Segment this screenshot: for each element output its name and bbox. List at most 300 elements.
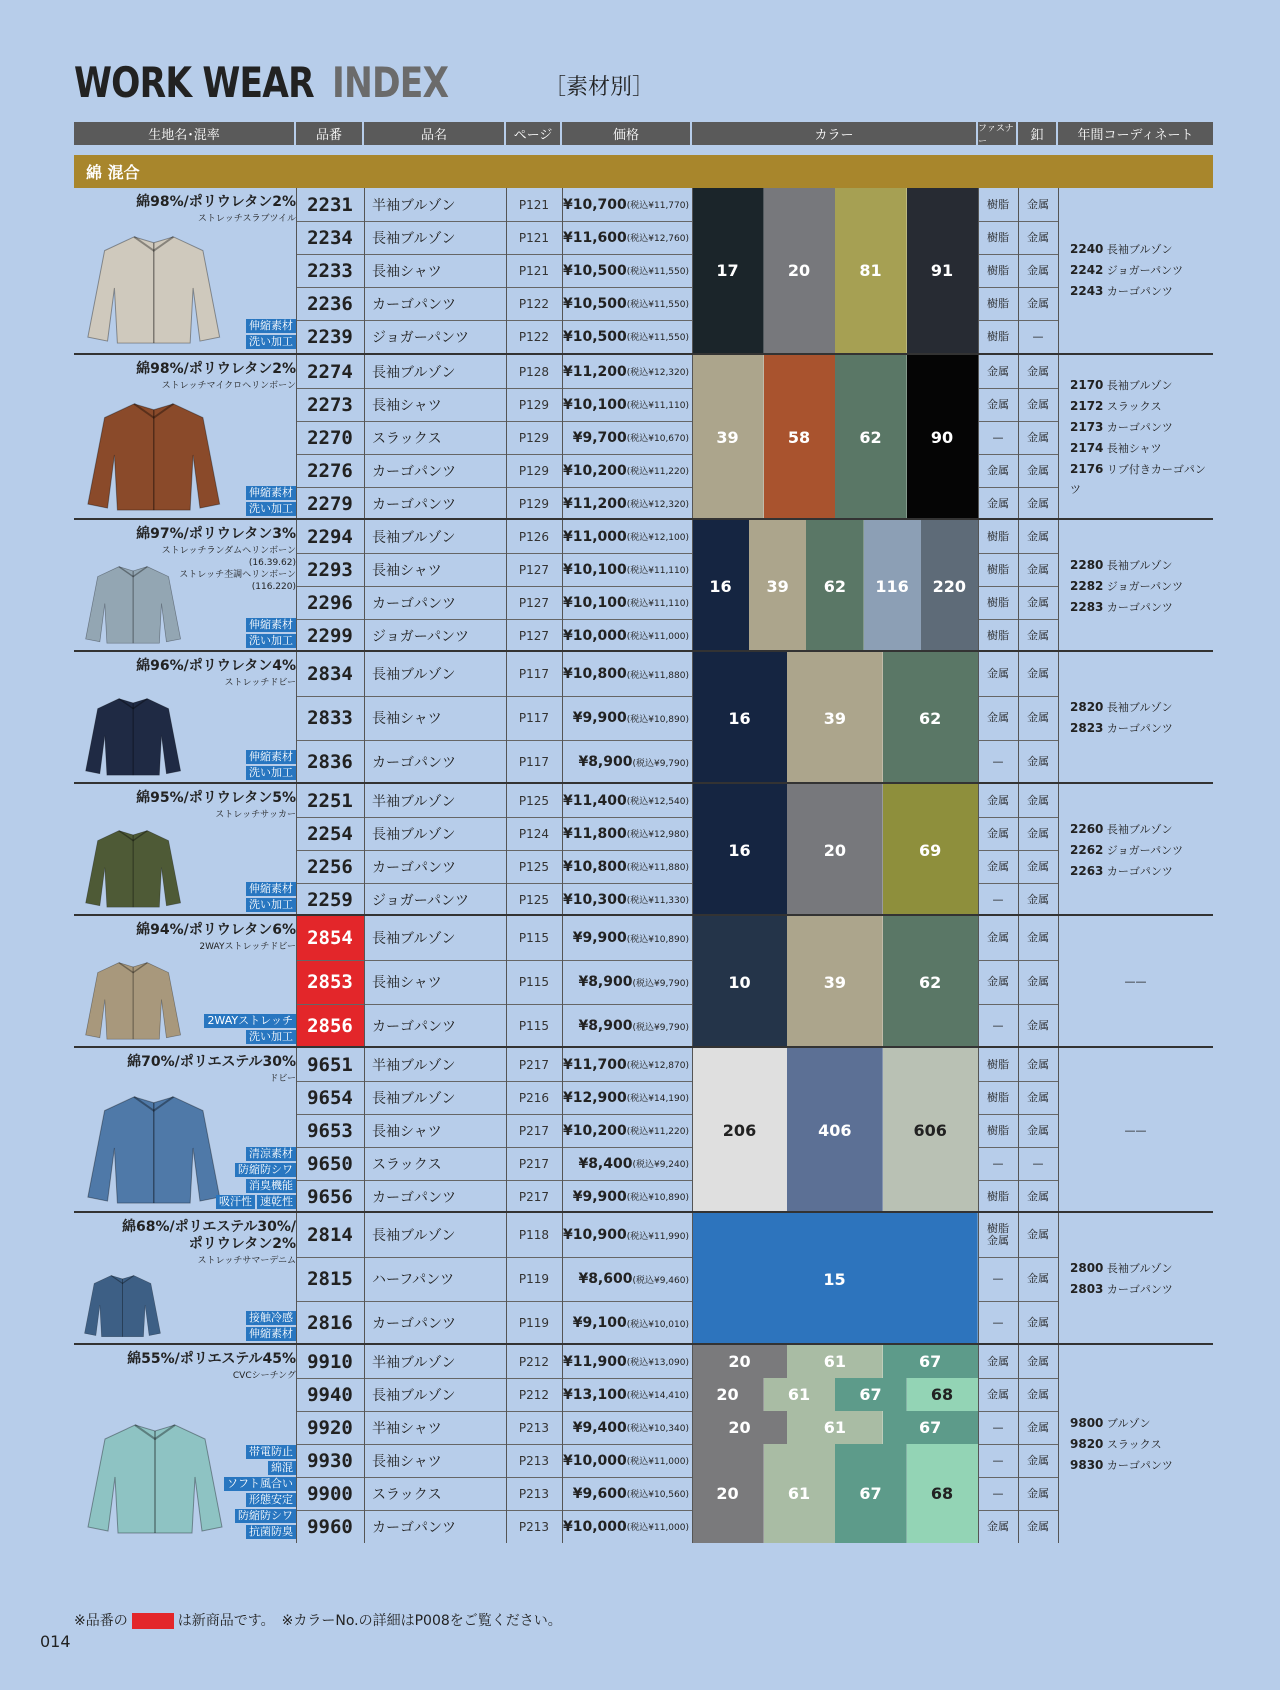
fastener: 樹脂 <box>987 329 1009 343</box>
product-name: 半袖ブルゾン <box>372 1057 456 1074</box>
fabric-name: CVCシーチング <box>232 1371 296 1381</box>
column-divider <box>296 520 297 652</box>
product-number: 2233 <box>307 259 353 282</box>
column-divider <box>978 1048 979 1213</box>
price <box>562 487 692 520</box>
coordinate-name: 長袖ブルゾン <box>1103 822 1173 836</box>
product-number: 2279 <box>307 492 353 515</box>
price-tax: (税込¥11,000) <box>626 1457 689 1467</box>
price-value: ¥9,100 <box>572 1315 627 1331</box>
price-tax: (税込¥11,880) <box>626 863 689 873</box>
coordinate-name: 長袖ブルゾン <box>1103 243 1173 256</box>
coordinate-item <box>1070 438 1213 459</box>
price-value: ¥12,900 <box>562 1089 627 1106</box>
product-number: 2816 <box>307 1312 353 1334</box>
button-type: 金属 <box>1027 529 1049 543</box>
footnote <box>74 1610 562 1630</box>
product-number: 2274 <box>307 360 353 383</box>
color-swatch: 61 <box>764 1444 836 1543</box>
price <box>562 850 692 883</box>
price <box>562 1411 692 1444</box>
color-swatch: 16 <box>692 784 788 916</box>
price-value: ¥11,800 <box>562 825 627 842</box>
color-swatch: 39 <box>787 652 883 784</box>
row-divider <box>296 1180 692 1181</box>
jacket-photo <box>80 1089 230 1207</box>
button-type: — <box>1032 329 1044 343</box>
button-type: 金属 <box>1027 197 1049 211</box>
row-divider <box>296 221 692 222</box>
column-divider <box>692 652 693 784</box>
price-tax: (税込¥12,980) <box>626 830 689 840</box>
column-divider <box>1018 355 1019 520</box>
price-tax: (税込¥11,550) <box>626 267 689 277</box>
column-divider <box>978 652 979 784</box>
product-name: 半袖ブルゾン <box>372 197 456 214</box>
price <box>562 1257 692 1301</box>
feature-tag: 2WAYストレッチ <box>204 1014 296 1028</box>
product-number: 9940 <box>307 1383 353 1406</box>
button-type: 金属 <box>1027 667 1049 680</box>
button-type: 金属 <box>1027 430 1049 444</box>
feature-tag: 洗い加工 <box>246 502 296 516</box>
coordinate-no: 2283 <box>1070 599 1104 614</box>
coordinate-no: 9800 <box>1070 1415 1104 1430</box>
fastener: 金属 <box>987 975 1009 988</box>
feature-tags <box>224 1445 296 1539</box>
feature-tag: 防縮防シワ <box>235 1163 296 1177</box>
button-type: 金属 <box>1027 1090 1049 1104</box>
price <box>562 1180 692 1213</box>
feature-tags <box>216 1147 296 1209</box>
button-type: 金属 <box>1027 755 1049 768</box>
header-8: 年間コーディネート <box>1077 128 1194 143</box>
color-swatch: 58 <box>764 355 836 520</box>
product-name: 長袖ブルゾン <box>372 1228 456 1244</box>
coordinate-no: 2800 <box>1070 1261 1104 1275</box>
feature-tag: 抗菌防臭 <box>246 1525 296 1539</box>
catalog-page: P216 <box>518 1090 550 1105</box>
material-name: 綿94%/ポリウレタン6% <box>136 922 296 938</box>
fabric-name: ドビー <box>269 1074 296 1084</box>
column-divider <box>1058 355 1059 520</box>
fastener: — <box>992 1156 1004 1170</box>
coordinate-item <box>1070 459 1213 500</box>
row-divider <box>296 388 692 389</box>
coordinate <box>1058 652 1213 784</box>
header-1: 品番 <box>296 122 364 145</box>
catalog-page: P212 <box>518 1354 550 1369</box>
price-value: ¥10,900 <box>562 1227 627 1243</box>
catalog-page: P121 <box>518 263 550 278</box>
product-number: 2834 <box>307 663 353 685</box>
feature-tags <box>246 750 296 780</box>
coordinate-no: 2174 <box>1070 441 1104 455</box>
price-value: ¥8,900 <box>578 974 633 990</box>
button-type: 金属 <box>1027 263 1049 277</box>
price-value: ¥9,900 <box>572 930 627 946</box>
column-divider <box>1058 1213 1059 1345</box>
color-swatch: 20 <box>692 1378 764 1411</box>
coordinate-item <box>1070 1258 1173 1279</box>
fastener: 金属 <box>987 1387 1009 1401</box>
material-group <box>74 1046 1213 1211</box>
fastener: — <box>992 892 1004 906</box>
fastener: 金属 <box>987 711 1009 724</box>
catalog-page: P217 <box>518 1189 550 1204</box>
fabric-name: 2WAYストレッチドビー <box>199 942 296 952</box>
index-table <box>74 188 1213 1541</box>
catalog-page: P129 <box>518 430 550 445</box>
catalog-page: P118 <box>518 1228 550 1242</box>
row-divider <box>296 1301 692 1302</box>
fastener: 金属 <box>987 793 1009 807</box>
feature-tag: 防縮防シワ <box>235 1509 296 1523</box>
color-swatch: 20 <box>787 784 883 916</box>
column-divider <box>506 520 507 652</box>
feature-tag: 洗い加工 <box>246 898 296 912</box>
row-divider <box>296 740 692 741</box>
price-value: ¥10,200 <box>562 1122 627 1139</box>
feature-tag: 伸縮素材 <box>246 1327 296 1341</box>
fastener: — <box>992 1420 1004 1434</box>
feature-tag: 洗い加工 <box>246 766 296 780</box>
fastener: 金属 <box>987 496 1009 510</box>
catalog-page: P122 <box>518 296 550 311</box>
column-divider <box>506 916 507 1048</box>
color-swatch: 606 <box>883 1048 979 1213</box>
product-name: カーゴパンツ <box>372 296 456 313</box>
price-tax: (税込¥11,110) <box>626 599 689 609</box>
catalog-page: P121 <box>518 197 550 212</box>
fabric-name: ストレッチランダムヘリンボーン (16.39.62) ストレッチ杢調ヘリンボーン (116.220) <box>161 546 296 592</box>
row-divider <box>296 254 692 255</box>
coordinate-name: 長袖ブルゾン <box>1103 379 1173 392</box>
fastener: — <box>992 1019 1004 1032</box>
price <box>562 1378 692 1411</box>
column-divider <box>364 1213 365 1345</box>
product-number: 2854 <box>296 916 364 960</box>
price-value: ¥8,400 <box>578 1155 633 1172</box>
color-swatch: 67 <box>835 1378 907 1411</box>
catalog-page: P127 <box>518 562 550 577</box>
coordinate-item <box>1070 718 1173 739</box>
column-divider <box>1058 916 1059 1048</box>
material-name: 綿55%/ポリエステル45% <box>127 1351 296 1367</box>
fastener: 金属 <box>987 364 1009 378</box>
column-divider <box>506 1213 507 1345</box>
price-tax: (税込¥9,790) <box>632 978 689 989</box>
coordinate-item <box>1070 1413 1173 1434</box>
price-value: ¥10,500 <box>562 328 627 345</box>
button-type: 金属 <box>1027 1354 1049 1368</box>
fastener: — <box>992 1272 1004 1285</box>
button-type: 金属 <box>1027 364 1049 378</box>
catalog-page: P124 <box>518 826 550 841</box>
button-type: 金属 <box>1027 1272 1049 1285</box>
coordinate-name: 長袖シャツ <box>1103 442 1162 455</box>
catalog-page: P212 <box>518 1387 550 1402</box>
product-number: 9654 <box>307 1086 353 1109</box>
button-type: 金属 <box>1027 1519 1049 1533</box>
material-group <box>74 782 1213 914</box>
material-cell <box>74 1213 296 1345</box>
price <box>562 287 692 320</box>
price-tax: (税込¥9,790) <box>632 758 689 769</box>
header-2: 品名 <box>364 122 506 145</box>
catalog-page: P119 <box>518 1272 550 1286</box>
jacket-photo <box>80 229 230 347</box>
color-swatch: 62 <box>883 652 979 784</box>
color-swatch: 406 <box>787 1048 883 1213</box>
column-divider <box>296 188 297 353</box>
coordinate-item <box>1070 260 1183 281</box>
row-divider <box>296 421 692 422</box>
material-cell <box>74 652 296 784</box>
column-divider <box>978 784 979 916</box>
price <box>562 1477 692 1510</box>
column-divider <box>364 1345 365 1543</box>
row-divider <box>296 586 692 587</box>
material-name: 綿97%/ポリウレタン3% <box>136 526 296 542</box>
coordinate-item <box>1070 861 1183 882</box>
coordinate: —— <box>1124 1123 1147 1137</box>
price-value: ¥10,800 <box>562 666 627 682</box>
coordinate-no: 9830 <box>1070 1457 1104 1472</box>
product-number: 2239 <box>307 325 353 348</box>
button-type: 金属 <box>1027 595 1049 609</box>
product-number: 9656 <box>307 1185 353 1208</box>
price-tax: (税込¥11,770) <box>626 201 689 211</box>
price <box>562 188 692 221</box>
color-swatch: 20 <box>764 188 836 353</box>
coordinate <box>1058 355 1213 520</box>
column-divider <box>692 1048 693 1213</box>
product-name: 長袖ブルゾン <box>372 364 456 381</box>
price <box>562 421 692 454</box>
coordinate-name: 長袖ブルゾン <box>1103 558 1173 572</box>
color-swatch: 20 <box>692 1444 764 1543</box>
column-divider <box>296 784 297 916</box>
column-divider <box>1018 652 1019 784</box>
price <box>562 916 692 960</box>
fastener: 樹脂 <box>987 1057 1009 1071</box>
price-tax: (税込¥10,670) <box>626 434 689 444</box>
column-divider <box>1018 188 1019 353</box>
fastener: 樹脂 <box>987 296 1009 310</box>
price-value: ¥10,700 <box>562 196 627 213</box>
fastener: — <box>992 755 1004 768</box>
column-divider <box>692 520 693 652</box>
footnote-b: は新商品です。 <box>177 1613 268 1629</box>
product-number: 2231 <box>307 193 353 216</box>
fastener: 樹脂 <box>987 1090 1009 1104</box>
column-divider <box>296 355 297 520</box>
product-name: 長袖シャツ <box>372 562 442 579</box>
product-name: 長袖シャツ <box>372 1453 442 1470</box>
row-divider <box>296 883 692 884</box>
feature-tags <box>246 882 296 912</box>
fastener: — <box>992 1486 1004 1500</box>
column-divider <box>364 784 365 916</box>
product-number: 2254 <box>307 822 353 845</box>
row-divider <box>296 1114 692 1115</box>
feature-tag: 洗い加工 <box>246 335 296 349</box>
price-value: ¥8,600 <box>578 1271 633 1287</box>
color-swatch: 39 <box>749 520 807 652</box>
material-group <box>74 650 1213 782</box>
product-name: カーゴパンツ <box>372 1316 456 1332</box>
button-type: 金属 <box>1027 892 1049 906</box>
fabric-name: ストレッチサッカー <box>215 810 296 820</box>
price-value: ¥10,000 <box>562 627 627 644</box>
price <box>562 652 692 696</box>
price <box>562 1510 692 1543</box>
column-divider <box>296 1345 297 1543</box>
column-divider <box>296 652 297 784</box>
product-number: 9960 <box>307 1515 353 1538</box>
column-divider <box>1018 1345 1019 1543</box>
fabric-name: ストレッチサマーデニム <box>197 1256 296 1266</box>
feature-tag: 速乾性 <box>257 1195 296 1209</box>
color-swatch: 67 <box>835 1444 907 1543</box>
coordinate-name: ブルゾン <box>1103 1416 1151 1430</box>
coordinate-item <box>1070 1455 1173 1476</box>
fastener: — <box>992 1453 1004 1467</box>
column-divider <box>364 652 365 784</box>
material-cell <box>74 916 296 1048</box>
price <box>562 1081 692 1114</box>
column-divider <box>1058 1345 1059 1543</box>
column-divider <box>1018 520 1019 652</box>
catalog-page: P213 <box>518 1486 550 1501</box>
button-type: 金属 <box>1027 463 1049 477</box>
material-cell <box>74 784 296 916</box>
price-tax: (税込¥11,000) <box>626 1523 689 1533</box>
material-group <box>74 518 1213 650</box>
button-type: 金属 <box>1027 1057 1049 1071</box>
title-index: INDEX <box>332 58 449 107</box>
category-bar: 綿 混合 <box>74 155 1213 188</box>
product-number: 9653 <box>307 1119 353 1142</box>
fastener: 金属 <box>987 463 1009 477</box>
header-0: 生地名･混率 <box>74 122 296 145</box>
coordinate-no: 2242 <box>1070 263 1104 277</box>
coordinate-no: 2820 <box>1070 700 1104 714</box>
column-divider <box>562 1345 563 1543</box>
catalog-page: P122 <box>518 329 550 344</box>
product-number: 2256 <box>307 855 353 878</box>
product-name: カーゴパンツ <box>372 755 456 771</box>
column-divider <box>1058 520 1059 652</box>
material-name: 綿98%/ポリウレタン2% <box>136 361 296 377</box>
color-swatch: 220 <box>921 520 979 652</box>
product-number: 9920 <box>307 1416 353 1439</box>
jacket-photo <box>80 825 230 910</box>
coordinate-no: 2263 <box>1070 863 1104 878</box>
product-name: 長袖ブルゾン <box>372 1387 456 1404</box>
product-name: 長袖ブルゾン <box>372 1090 456 1107</box>
row-divider <box>296 1004 692 1005</box>
row-divider <box>296 1477 692 1478</box>
fastener: 樹脂 金属 <box>987 1222 1009 1247</box>
coordinate-item <box>1070 597 1183 618</box>
product-number: 2299 <box>307 624 353 647</box>
fastener: 樹脂 <box>987 230 1009 244</box>
color-swatch: 68 <box>907 1444 979 1543</box>
price-value: ¥11,900 <box>562 1353 627 1370</box>
coordinate-name: ジョガーパンツ <box>1103 264 1184 277</box>
coordinate-item <box>1070 417 1213 438</box>
header-6: ファスナー <box>978 122 1018 145</box>
footnote-a: ※品番の <box>74 1613 128 1629</box>
catalog-page: P217 <box>518 1156 550 1171</box>
column-divider <box>562 1213 563 1345</box>
color-swatch: 20 <box>692 1345 788 1378</box>
price-tax: (税込¥9,460) <box>632 1275 689 1286</box>
row-divider <box>296 1411 692 1412</box>
catalog-page: P127 <box>518 628 550 643</box>
product-name: 長袖シャツ <box>372 975 442 991</box>
price-tax: (税込¥12,320) <box>626 500 689 510</box>
product-name: カーゴパンツ <box>372 595 456 612</box>
product-number: 2296 <box>307 591 353 614</box>
feature-tag: 帯電防止 <box>246 1445 296 1459</box>
product-number: 2234 <box>307 226 353 249</box>
coordinate-no: 2173 <box>1070 420 1104 434</box>
price <box>562 586 692 619</box>
column-divider <box>692 188 693 353</box>
price-tax: (税込¥11,000) <box>626 632 689 642</box>
price <box>562 696 692 740</box>
coordinate-name: リブ付きカーゴパンツ <box>1070 463 1206 496</box>
price-tax: (税込¥11,110) <box>626 566 689 576</box>
product-name: 長袖ブルゾン <box>372 931 456 947</box>
coordinate-item <box>1070 281 1183 302</box>
price-tax: (税込¥11,110) <box>626 401 689 411</box>
coordinate-no: 2176 <box>1070 462 1104 476</box>
fabric-name: ストレッチスラブツイル <box>197 214 296 224</box>
coordinate-item <box>1070 239 1183 260</box>
price <box>562 784 692 817</box>
price <box>562 1048 692 1081</box>
column-divider <box>506 188 507 353</box>
button-type: 金属 <box>1027 859 1049 873</box>
catalog-page: P117 <box>518 755 550 769</box>
product-name: カーゴパンツ <box>372 463 456 480</box>
price-tax: (税込¥11,550) <box>626 300 689 310</box>
jacket-photo <box>80 1271 230 1339</box>
material-name: 綿96%/ポリウレタン4% <box>136 658 296 674</box>
column-divider <box>1058 188 1059 353</box>
product-name: 長袖ブルゾン <box>372 667 456 683</box>
price-value: ¥8,900 <box>578 754 633 770</box>
button-type: 金属 <box>1027 711 1049 724</box>
price-tax: (税込¥10,890) <box>626 934 689 945</box>
feature-tag: 伸縮素材 <box>246 618 296 632</box>
price <box>562 817 692 850</box>
button-type: 金属 <box>1027 628 1049 642</box>
column-divider <box>978 188 979 353</box>
price-value: ¥10,500 <box>562 262 627 279</box>
product-name: スラックス <box>372 1486 442 1503</box>
column-divider <box>296 1213 297 1345</box>
price <box>562 520 692 553</box>
coordinate-item <box>1070 555 1183 576</box>
feature-tag: 綿混 <box>268 1461 296 1475</box>
price <box>562 1147 692 1180</box>
price-value: ¥10,000 <box>562 1518 627 1535</box>
